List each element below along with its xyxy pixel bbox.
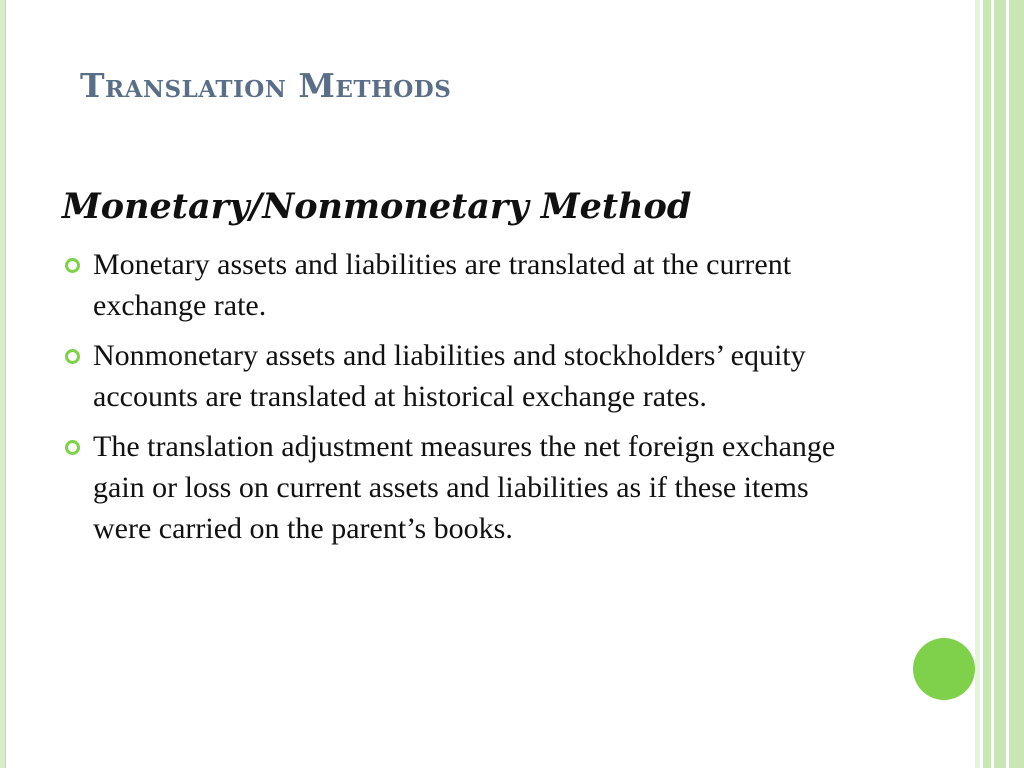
section-subheading: Monetary/Nonmonetary Method	[62, 186, 692, 227]
bullet-text: The translation adjustment measures the net foreign exchange gain or loss on current assets and liabilities as if these items were carried on the parent’s books.	[93, 430, 836, 545]
bullet-text: Monetary assets and liabilities are translated at the current exchange rate.	[93, 248, 792, 322]
bullet-item	[62, 244, 862, 326]
bullet-list	[62, 244, 862, 558]
right-stripes-decoration	[975, 0, 1024, 768]
green-circle-icon	[913, 638, 975, 700]
bullet-item	[62, 426, 862, 549]
stripe	[1009, 0, 1024, 768]
slide-title: Translation Methods	[80, 66, 452, 105]
bullet-item	[62, 335, 862, 417]
hollow-circle-bullet-icon	[65, 440, 80, 455]
hollow-circle-bullet-icon	[65, 349, 80, 364]
bullet-text: Nonmonetary assets and liabilities and stockholders’ equity accounts are translated at historical exchange rates.	[93, 339, 806, 413]
stripe	[994, 0, 1006, 768]
hollow-circle-bullet-icon	[65, 258, 80, 273]
left-border-decoration	[0, 0, 6, 768]
stripe	[983, 0, 991, 768]
